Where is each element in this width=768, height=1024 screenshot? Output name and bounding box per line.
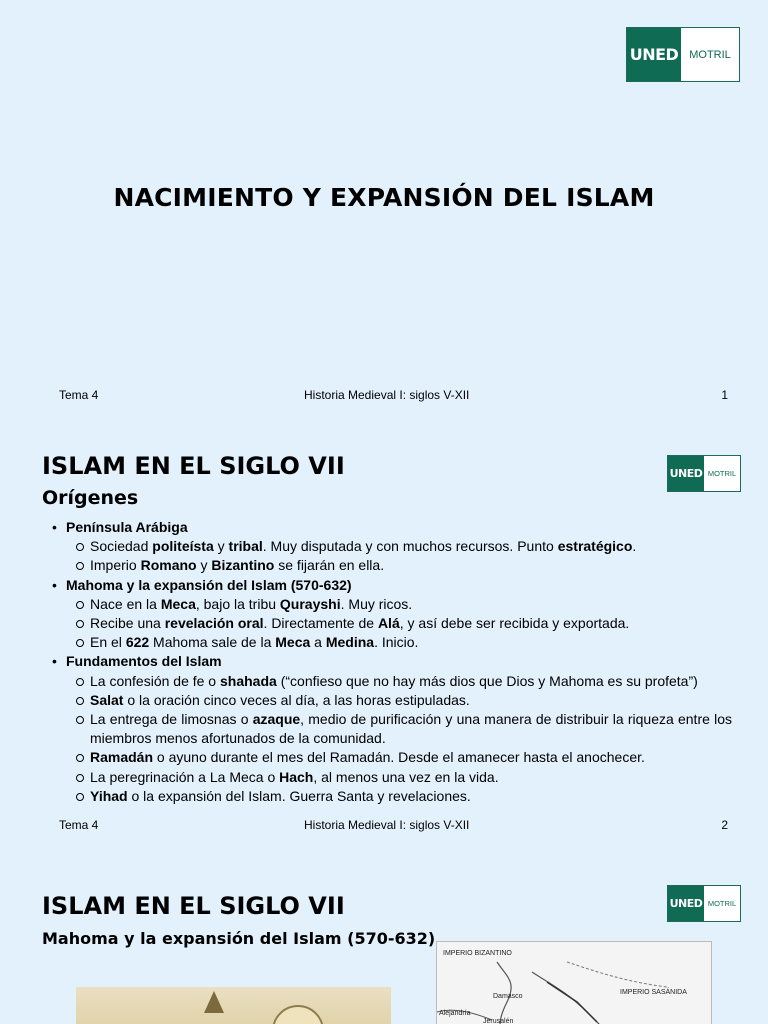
text-run: a: [310, 634, 326, 651]
expansion-map: [436, 941, 712, 1024]
text-run: , al menos una vez en la vida.: [313, 768, 499, 785]
presentation-title: NACIMIENTO Y EXPANSIÓN DEL ISLAM: [113, 183, 655, 212]
slide-title: ISLAM EN EL SIGLO VII: [42, 452, 345, 480]
bold-text-run: azaque: [252, 711, 301, 728]
text-run: o la expansión del Islam. Guerra Santa y revelaciones.: [127, 787, 471, 804]
bold-text-run: Medina: [325, 634, 375, 651]
text-run: .: [632, 538, 637, 555]
sub-bullet-item: [66, 633, 732, 652]
text-run: y: [196, 557, 212, 574]
map-label-byzantine: IMPERIO BIZANTINO: [443, 950, 512, 957]
footer-page-number: 2: [721, 818, 728, 832]
bold-text-run: Meca: [275, 634, 311, 651]
section-heading: Península Arábiga: [66, 519, 188, 535]
outline-section: [52, 518, 732, 576]
slide-title: ISLAM EN EL SIGLO VII: [42, 892, 345, 920]
uned-logo-mark: UNED: [668, 456, 704, 491]
bold-text-run: Qurayshi: [279, 595, 341, 612]
text-run: . Directamente de: [263, 615, 378, 632]
sub-bullet-item: [66, 614, 732, 633]
footer-page-number: 1: [721, 388, 728, 402]
historical-illustration: [76, 987, 391, 1024]
bold-text-run: estratégico: [557, 538, 633, 555]
slide-3: [0, 860, 768, 1024]
map-label-alejandria: Alejandría: [439, 1010, 471, 1017]
sub-bullet-item: [66, 672, 732, 691]
bold-text-run: Meca: [160, 595, 196, 612]
bold-text-run: tribal: [228, 538, 263, 555]
section-heading: Fundamentos del Islam: [66, 653, 222, 670]
sub-bullet-item: [66, 537, 732, 556]
sub-bullet-item: [66, 787, 732, 806]
bold-text-run: Alá: [377, 615, 400, 632]
text-run: Nace en la: [90, 595, 161, 612]
text-run: o la oración cinco veces al día, a las horas estipuladas.: [123, 691, 470, 708]
sub-bullet-item: [66, 710, 732, 748]
map-label-damasco: Damasco: [493, 993, 523, 1000]
text-run: y: [213, 538, 229, 555]
text-run: Recibe una: [90, 615, 165, 632]
text-run: . Muy disputada y con muchos recursos. Punto: [262, 538, 558, 555]
slide-subtitle: Mahoma y la expansión del Islam (570-632): [42, 929, 436, 948]
motril-logo-text: MOTRIL: [704, 456, 740, 491]
outline-section: [52, 576, 732, 653]
bullet-outline: [52, 518, 732, 806]
sub-bullet-list: [66, 537, 732, 575]
outline-section: [52, 652, 732, 806]
text-run: La entrega de limosnas o: [90, 711, 253, 728]
text-run: o ayuno durante el mes del Ramadán. Desde el amanecer hasta el anochecer.: [153, 749, 645, 766]
text-run: . Muy ricos.: [340, 595, 413, 612]
map-label-jerusalen: Jerusalén: [483, 1018, 514, 1024]
bold-text-run: Romano: [140, 557, 197, 574]
motril-logo-text: MOTRIL: [704, 886, 740, 921]
text-run: , medio de purificación y una manera de distribuir la riqueza entre los miembros menos afortunados de la comunidad.: [90, 711, 732, 747]
text-run: , bajo la tribu: [195, 595, 280, 612]
footer-topic: Tema 4: [59, 818, 99, 832]
sub-bullet-item: [66, 556, 732, 575]
sub-bullet-item: [66, 691, 732, 710]
text-run: La peregrinación a La Meca o: [90, 768, 280, 785]
text-run: . Inicio.: [374, 634, 419, 651]
bold-text-run: Bizantino: [211, 557, 275, 574]
slide-subtitle: Orígenes: [42, 487, 139, 509]
text-run: La confesión de fe o: [90, 672, 220, 689]
dome-shape: [272, 1005, 324, 1024]
slide-1: [0, 0, 768, 430]
uned-motril-logo: [667, 885, 741, 922]
text-run: (“confieso que no hay más dios que Dios y Mahoma es su profeta”): [276, 672, 698, 689]
sub-bullet-item: [66, 748, 732, 767]
slide-2: [0, 430, 768, 860]
map-label-sasanid: IMPERIO SASÁNIDA: [620, 989, 687, 996]
text-run: , y así debe ser recibida y exportada.: [399, 615, 630, 632]
text-run: Imperio: [90, 557, 141, 574]
sub-bullet-list: [66, 672, 732, 806]
section-list: [52, 518, 732, 806]
uned-logo-mark: UNED: [627, 28, 681, 81]
footer-topic: Tema 4: [59, 388, 99, 402]
bold-text-run: 622: [125, 634, 150, 651]
bold-text-run: shahada: [220, 672, 277, 689]
sub-bullet-item: [66, 595, 732, 614]
footer-course: Historia Medieval I: siglos V-XII: [304, 388, 470, 402]
text-run: En el: [90, 634, 126, 651]
uned-motril-logo: [667, 455, 741, 492]
bold-text-run: Hach: [279, 768, 314, 785]
text-run: se fijarán en ella.: [274, 557, 385, 574]
bold-text-run: Salat: [90, 691, 124, 708]
uned-logo-mark: UNED: [668, 886, 704, 921]
motril-logo-text: MOTRIL: [681, 28, 739, 81]
bold-text-run: Yihad: [90, 787, 128, 804]
footer-course: Historia Medieval I: siglos V-XII: [304, 818, 470, 832]
text-run: Sociedad: [90, 538, 153, 555]
section-heading: Mahoma y la expansión del Islam (570-632): [66, 576, 352, 593]
text-run: Mahoma sale de la: [149, 634, 276, 651]
bold-text-run: politeísta: [152, 538, 214, 555]
minaret-shape: [204, 991, 224, 1013]
sub-bullet-item: [66, 768, 732, 787]
sub-bullet-list: [66, 595, 732, 653]
bold-text-run: Ramadán: [90, 749, 154, 766]
uned-motril-logo: [626, 27, 740, 82]
bold-text-run: revelación oral: [164, 615, 264, 632]
